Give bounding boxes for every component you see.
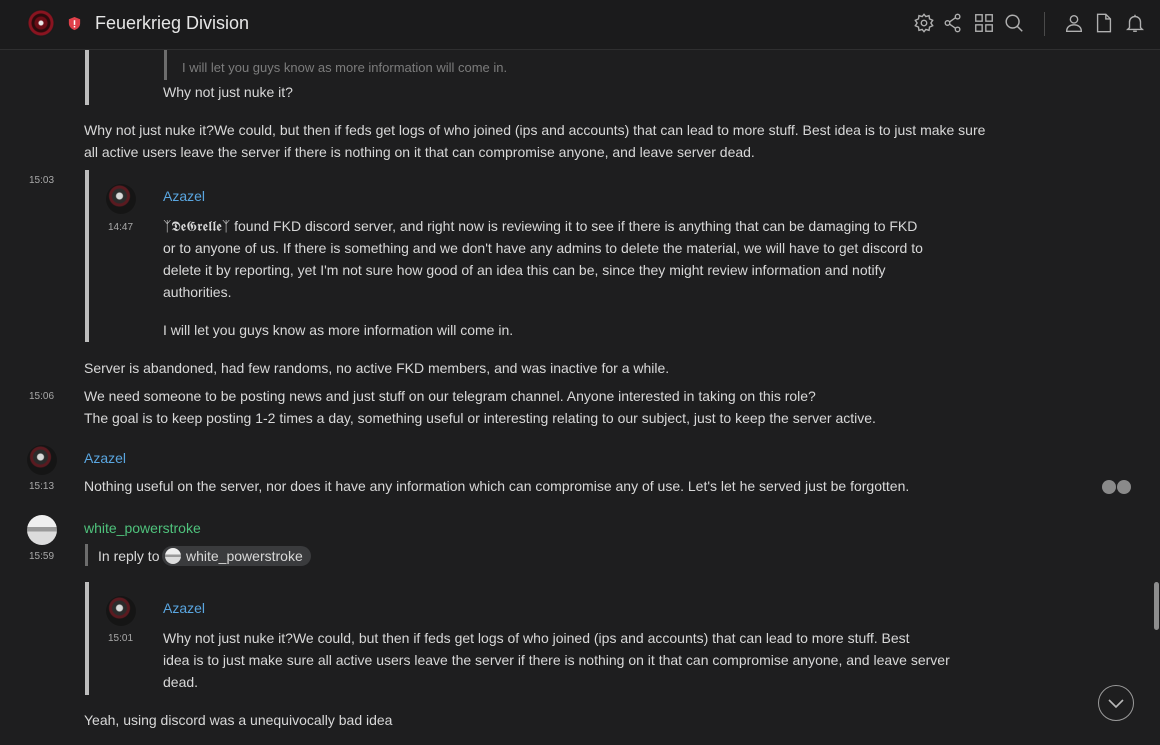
in-reply-to-label: In reply to (98, 548, 160, 564)
quote-bar (85, 170, 89, 342)
quote-bar-nested (164, 50, 167, 80)
message-body: Yeah, using discord was a unequivocally bad idea (84, 712, 393, 728)
files-icon[interactable] (1093, 12, 1115, 34)
message-body-line: We need someone to be posting news and just stuff on our telegram channel. Anyone interested in taking on this role? (84, 388, 816, 404)
quote-bar (85, 50, 89, 105)
quote-line: or to anyone of us. If there is something and we don't have any admins to delete the material, we will have to get discord to (163, 240, 923, 256)
quote-bar (85, 582, 89, 695)
room-header (0, 0, 1160, 50)
message-body: Nothing useful on the server, nor does it have any information which can compromise any of use. Let's let he served just be forgotten. (84, 478, 910, 494)
quote-timestamp: 15:01 (108, 633, 134, 644)
read-receipts[interactable] (1102, 480, 1134, 494)
room-avatar[interactable] (27, 9, 55, 37)
message-body-line: all active users leave the server if there is nothing on it that can compromise anyone, and leave server dead. (84, 144, 755, 160)
header-divider (1044, 12, 1045, 36)
message-body: Server is abandoned, had few randoms, no active FKD members, and was inactive for a while. (84, 360, 670, 376)
jump-to-latest-button[interactable] (1098, 685, 1134, 721)
avatar[interactable] (106, 596, 136, 626)
quote-text: I will let you guys know as more information will come in. (182, 60, 508, 75)
chevron-down-icon (1106, 694, 1126, 714)
members-icon[interactable] (1063, 12, 1085, 34)
quote-line: authorities. (163, 284, 232, 300)
quote-sender-name[interactable]: Azazel (163, 600, 206, 616)
message-timeline[interactable] (0, 50, 1160, 745)
reply-user-pill[interactable] (162, 546, 311, 566)
message-body-line: The goal is to keep posting 1-2 times a day, something useful or interesting relating to our subject, just to keep the server active. (84, 410, 876, 426)
apps-icon[interactable] (973, 12, 995, 34)
search-icon[interactable] (1003, 12, 1025, 34)
avatar (165, 548, 181, 564)
scrollbar[interactable] (1154, 582, 1159, 630)
quote-line: dead. (163, 674, 199, 690)
quote-line: ᛉ𝕯𝖊𝕲𝖗𝖊𝖑𝖑𝖊ᛉ found FKD discord server, and right now is reviewing it to see if there is anything that can be damaging to FKD (163, 218, 918, 234)
avatar[interactable] (106, 184, 136, 214)
quote-sender-name[interactable]: Azazel (163, 188, 206, 204)
share-icon[interactable] (942, 12, 964, 34)
shield-alert-icon (67, 16, 82, 31)
sender-name[interactable]: white_powerstroke (84, 520, 201, 536)
reply-user-name: white_powerstroke (186, 548, 303, 564)
quote-timestamp: 14:47 (108, 222, 134, 233)
notifications-icon[interactable] (1124, 12, 1146, 34)
avatar[interactable] (27, 445, 57, 475)
message-timestamp: 15:03 (29, 175, 55, 186)
sender-name[interactable]: Azazel (84, 450, 127, 466)
quote-line: idea is to just make sure all active users leave the server if there is nothing on it that can compromise anyone, and leave server (163, 652, 950, 668)
avatar (1117, 480, 1131, 494)
message-timestamp: 15:59 (29, 551, 55, 562)
settings-icon[interactable] (913, 12, 935, 34)
quote-line: Why not just nuke it?We could, but then if feds get logs of who joined (ips and accounts) that can lead to more stuff. Best (163, 630, 910, 646)
message-timestamp: 15:13 (29, 481, 55, 492)
quote-line: delete it by reporting, yet I'm not sure how good of an idea this can be, since they might review information and notify (163, 262, 886, 278)
avatar[interactable] (27, 515, 57, 545)
avatar (1102, 480, 1116, 494)
quote-line: I will let you guys know as more information will come in. (163, 322, 514, 338)
room-name[interactable]: Feuerkrieg Division (95, 13, 250, 33)
message-body-line: Why not just nuke it?We could, but then if feds get logs of who joined (ips and accounts) that can lead to more stuff. Best idea is to just make sure (84, 122, 986, 138)
reply-bar (85, 544, 88, 566)
message-timestamp: 15:06 (29, 391, 55, 402)
quote-reply-text: Why not just nuke it? (163, 84, 293, 100)
